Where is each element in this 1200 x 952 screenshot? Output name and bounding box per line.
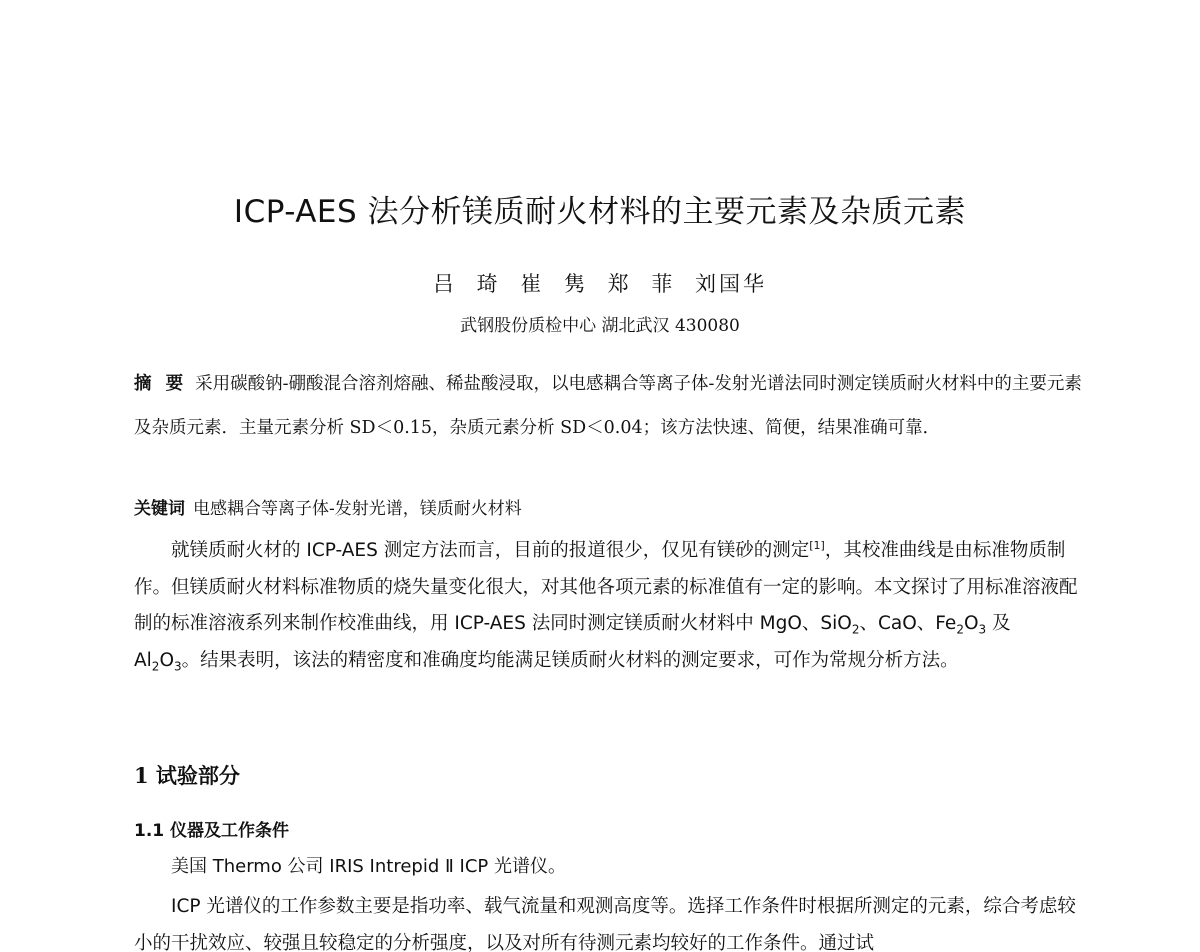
subscript: 3 xyxy=(978,622,987,637)
subscript: 2 xyxy=(956,622,964,637)
intro-text-e: 及 Al xyxy=(134,613,1011,671)
subscript: 2 xyxy=(151,659,160,674)
instrument-line: 美国 Thermo 公司 IRIS Intrepid Ⅱ ICP 光谱仪。 xyxy=(171,856,567,877)
paper-title: ICP-AES 法分析镁质耐火材料的主要元素及杂质元素 xyxy=(233,194,967,230)
intro-text-a: 就镁质耐火材的 ICP-AES 测定方法而言，目前的报道很少，仅见有镁砂的测定 xyxy=(171,540,810,561)
section-heading-1: 1 试验部分 xyxy=(134,763,240,788)
subscript: 3 xyxy=(174,659,182,674)
intro-text-c: 、CaO、Fe xyxy=(859,613,957,634)
intro-text-f: O xyxy=(159,649,174,671)
keywords-label: 关键词 xyxy=(134,499,185,519)
intro-text-d: O xyxy=(963,613,979,634)
conditions-paragraph: ICP 光谱仪的工作参数主要是指功率、载气流量和观测高度等。选择工作条件时根据所测定的元素，综合考虑较小的干扰效应、较强且较稳定的分析强度，以及对所有待测元素均较好的工作条件。通过试 xyxy=(134,896,1076,952)
keywords-text: 电感耦合等离子体-发射光谱，镁质耐火材料 xyxy=(193,499,522,519)
intro-text-b: ，其校准曲线是由标准物质制作。但镁质耐火材料标准物质的烧失量变化很大，对其他各项元素的标准值有一定的影响。本文探讨了用标准溶液配制的标准溶液系列来制作校准曲线，用 ICP-AES 法同时测定镁质耐火材料中 MgO、SiO xyxy=(134,540,1078,634)
intro-paragraph xyxy=(134,533,1082,679)
intro-text-g: 。结果表明，该法的精密度和准确度均能满足镁质耐火材料的测定要求，可作为常规分析方法。 xyxy=(181,649,959,671)
affiliation: 武钢股份质检中心 湖北武汉 430080 xyxy=(460,316,740,336)
abstract xyxy=(134,362,1082,450)
keywords xyxy=(134,494,1082,519)
abstract-label: 摘 要 xyxy=(134,374,188,394)
abstract-text: 采用碳酸钠-硼酸混合溶剂熔融、稀盐酸浸取，以电感耦合等离子体-发射光谱法同时测定镁质耐火材料中的主要元素及杂质元素．主量元素分析 SD＜0.15，杂质元素分析 SD＜0.04；该方法快速、简便，结果准确可靠． xyxy=(134,374,1082,438)
subscript: 2 xyxy=(851,622,860,637)
section-heading-1-1: 1.1 仪器及工作条件 xyxy=(134,821,290,841)
citation-ref: [1] xyxy=(809,538,825,552)
author-list: 吕 琦 崔 隽 郑 菲 刘国华 xyxy=(432,272,768,296)
